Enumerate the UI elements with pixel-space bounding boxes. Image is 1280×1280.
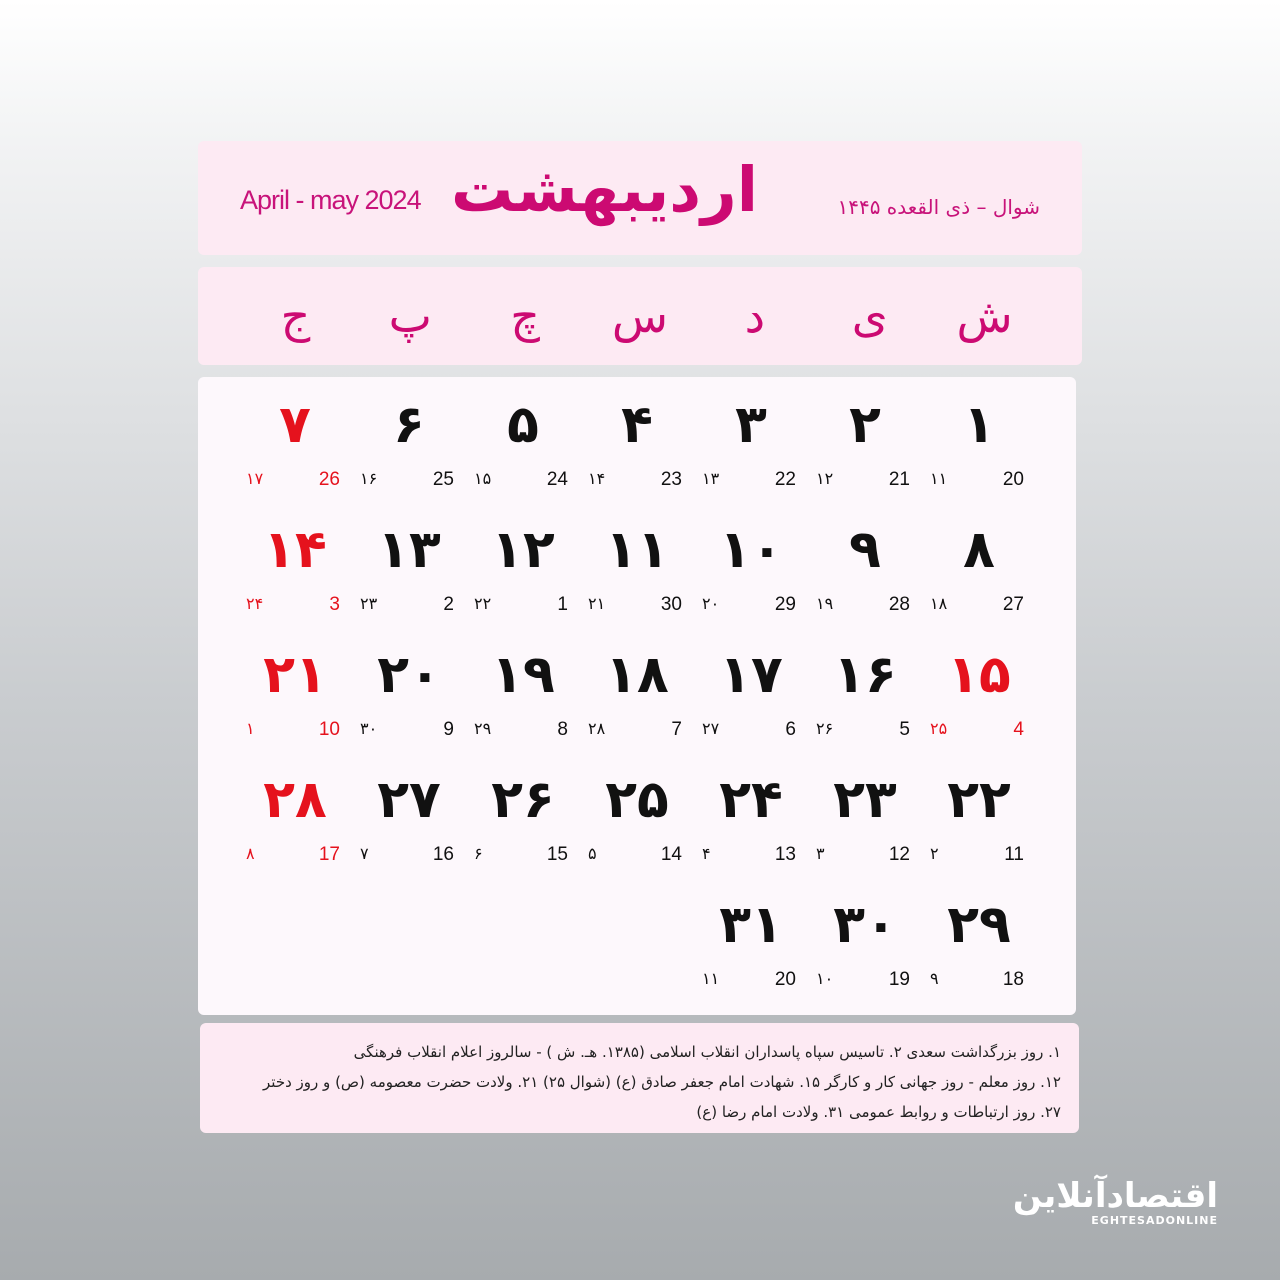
weekday: ی (851, 289, 888, 343)
day-cell (922, 637, 1036, 762)
day-cell (466, 512, 580, 637)
gregorian-date: 18 (1002, 969, 1024, 990)
day-number: ۱۵ (947, 645, 1011, 705)
hijri-date: ۲۳ (360, 594, 378, 613)
hijri-date: ۹ (930, 969, 939, 988)
hijri-date: ۲۸ (588, 719, 606, 738)
gregorian-date: 27 (1002, 594, 1024, 615)
day-cell (238, 637, 352, 762)
day-cell (238, 512, 352, 637)
day-cell (580, 637, 694, 762)
hijri-date: ۱۸ (930, 594, 948, 613)
weekday-header (198, 267, 1082, 365)
day-cell (352, 637, 466, 762)
hijri-date: ۲۱ (588, 594, 606, 613)
day-number: ۲ (849, 395, 881, 455)
hijri-date: ۱۰ (816, 969, 834, 988)
day-number: ۱ (963, 395, 995, 455)
gregorian-date: 19 (888, 969, 910, 990)
day-number: ۳۱ (719, 895, 783, 955)
gregorian-date: 28 (888, 594, 910, 615)
day-number: ۲۵ (605, 770, 669, 830)
hijri-date: ۴ (702, 844, 711, 863)
hijri-date: ۱۳ (702, 469, 720, 488)
day-number: ۱۸ (605, 645, 669, 705)
day-cell (580, 512, 694, 637)
day-number: ۹ (849, 520, 881, 580)
hijri-date: ۱۹ (816, 594, 834, 613)
day-cell (352, 762, 466, 887)
month-title: اردیبهشت (450, 153, 758, 226)
day-number: ۲۴ (719, 770, 783, 830)
note-line: ۱۲. روز معلم - روز جهانی کار و کارگر ۱۵. شهادت امام جعفر صادق (ع) (شوال ۲۵) ۲۱. ولادت حضرت معصومه (ص) و روز دختر (263, 1073, 1061, 1091)
day-cell (352, 387, 466, 512)
note-line: ۱. روز بزرگداشت سعدی ۲. تاسیس سپاه پاسداران انقلاب اسلامی (۱۳۸۵. هـ. ش ) - سالروز اعلام انقلاب فرهنگی (353, 1043, 1061, 1061)
day-number: ۸ (963, 520, 995, 580)
gregorian-date: 20 (1002, 469, 1024, 490)
weekday: س (611, 289, 669, 343)
hijri-date: ۱۶ (360, 469, 378, 488)
day-number: ۱۳ (377, 520, 441, 580)
gregorian-date: 5 (899, 719, 910, 740)
hijri-date: ۱۲ (816, 469, 834, 488)
day-cell (580, 387, 694, 512)
day-cell (922, 387, 1036, 512)
weekday: د (744, 289, 766, 343)
day-cell (580, 762, 694, 887)
day-cell (466, 387, 580, 512)
day-number: ۷ (279, 395, 311, 455)
day-number: ۲۶ (491, 770, 555, 830)
day-number: ۱۱ (605, 520, 669, 580)
day-number: ۱۹ (491, 645, 555, 705)
hijri-date: ۷ (360, 844, 369, 863)
hijri-months: شوال – ذی القعده ۱۴۴۵ (837, 195, 1040, 219)
gregorian-date: 22 (774, 469, 796, 490)
hijri-date: ۲۴ (246, 594, 264, 613)
gregorian-date: 14 (660, 844, 682, 865)
hijri-date: ۶ (474, 844, 483, 863)
day-number: ۱۴ (263, 520, 327, 580)
gregorian-months: April - may 2024 (240, 185, 421, 215)
day-number: ۳۰ (833, 895, 897, 955)
day-cell (694, 387, 808, 512)
gregorian-date: 13 (774, 844, 796, 865)
logo-text-fa: اقتصادآنلاین (1012, 1176, 1218, 1216)
hijri-date: ۱۵ (474, 469, 492, 488)
gregorian-date: 10 (318, 719, 340, 740)
hijri-date: ۱ (246, 719, 255, 738)
hijri-date: ۲۹ (474, 719, 492, 738)
hijri-date: ۱۱ (930, 469, 948, 488)
day-number: ۶ (393, 395, 425, 455)
hijri-date: ۵ (588, 844, 597, 863)
hijri-date: ۲۷ (702, 719, 720, 738)
day-number: ۵ (507, 395, 539, 455)
day-cell (238, 762, 352, 887)
gregorian-date: 1 (557, 594, 568, 615)
gregorian-date: 30 (660, 594, 682, 615)
gregorian-date: 12 (888, 844, 910, 865)
hijri-date: ۱۴ (588, 469, 606, 488)
occasions-notes (200, 1023, 1079, 1133)
gregorian-date: 15 (546, 844, 568, 865)
day-cell (694, 637, 808, 762)
day-cell (466, 762, 580, 887)
hijri-date: ۲۵ (930, 719, 948, 738)
hijri-date: ۲ (930, 844, 939, 863)
day-cell (352, 512, 466, 637)
day-cell (922, 887, 1036, 1012)
brand-logo (1013, 1178, 1218, 1227)
gregorian-date: 29 (774, 594, 796, 615)
hijri-date: ۲۶ (816, 719, 834, 738)
hijri-date: ۱۱ (702, 969, 720, 988)
hijri-date: ۳۰ (360, 719, 378, 738)
hijri-date: ۳ (816, 844, 825, 863)
gregorian-date: 20 (774, 969, 796, 990)
day-number: ۲۸ (263, 770, 327, 830)
gregorian-date: 6 (785, 719, 796, 740)
gregorian-date: 24 (546, 469, 568, 490)
weekday: ج (280, 289, 311, 343)
gregorian-date: 2 (443, 594, 454, 615)
day-number: ۲۲ (947, 770, 1011, 830)
day-number: ۲۷ (377, 770, 441, 830)
day-cell (808, 762, 922, 887)
day-number: ۳ (735, 395, 767, 455)
day-cell (922, 512, 1036, 637)
hijri-date: ۸ (246, 844, 255, 863)
gregorian-date: 16 (432, 844, 454, 865)
days-grid (198, 377, 1076, 1015)
day-cell (808, 387, 922, 512)
gregorian-date: 3 (329, 594, 340, 615)
gregorian-date: 4 (1013, 719, 1024, 740)
gregorian-date: 25 (432, 469, 454, 490)
gregorian-date: 7 (671, 719, 682, 740)
day-number: ۱۶ (833, 645, 897, 705)
gregorian-date: 8 (557, 719, 568, 740)
note-line: ۲۷. روز ارتباطات و روابط عمومی ۳۱. ولادت امام رضا (ع) (696, 1103, 1061, 1121)
day-cell (694, 512, 808, 637)
day-number: ۱۲ (491, 520, 555, 580)
day-number: ۴ (621, 395, 653, 455)
gregorian-date: 9 (443, 719, 454, 740)
hijri-date: ۲۲ (474, 594, 492, 613)
day-cell (808, 512, 922, 637)
gregorian-date: 21 (888, 469, 910, 490)
day-cell (694, 762, 808, 887)
day-number: ۲۱ (263, 645, 327, 705)
day-cell (808, 637, 922, 762)
gregorian-date: 23 (660, 469, 682, 490)
day-number: ۲۳ (833, 770, 897, 830)
gregorian-date: 11 (1004, 844, 1024, 865)
day-number: ۱۷ (719, 645, 783, 705)
logo-text-en: EGHTESADONLINE (1091, 1214, 1218, 1227)
gregorian-date: 26 (318, 469, 340, 490)
weekday: چ (510, 289, 540, 343)
day-number: ۲۹ (947, 895, 1011, 955)
day-cell (694, 887, 808, 1012)
day-cell (808, 887, 922, 1012)
hijri-date: ۱۷ (246, 469, 264, 488)
calendar-header (198, 141, 1082, 255)
weekday: پ (388, 289, 432, 343)
day-cell (466, 637, 580, 762)
weekday: ش (956, 289, 1013, 343)
day-cell (922, 762, 1036, 887)
day-number: ۲۰ (377, 645, 441, 705)
gregorian-date: 17 (318, 844, 340, 865)
day-number: ۱۰ (719, 520, 783, 580)
hijri-date: ۲۰ (702, 594, 720, 613)
day-cell (238, 387, 352, 512)
